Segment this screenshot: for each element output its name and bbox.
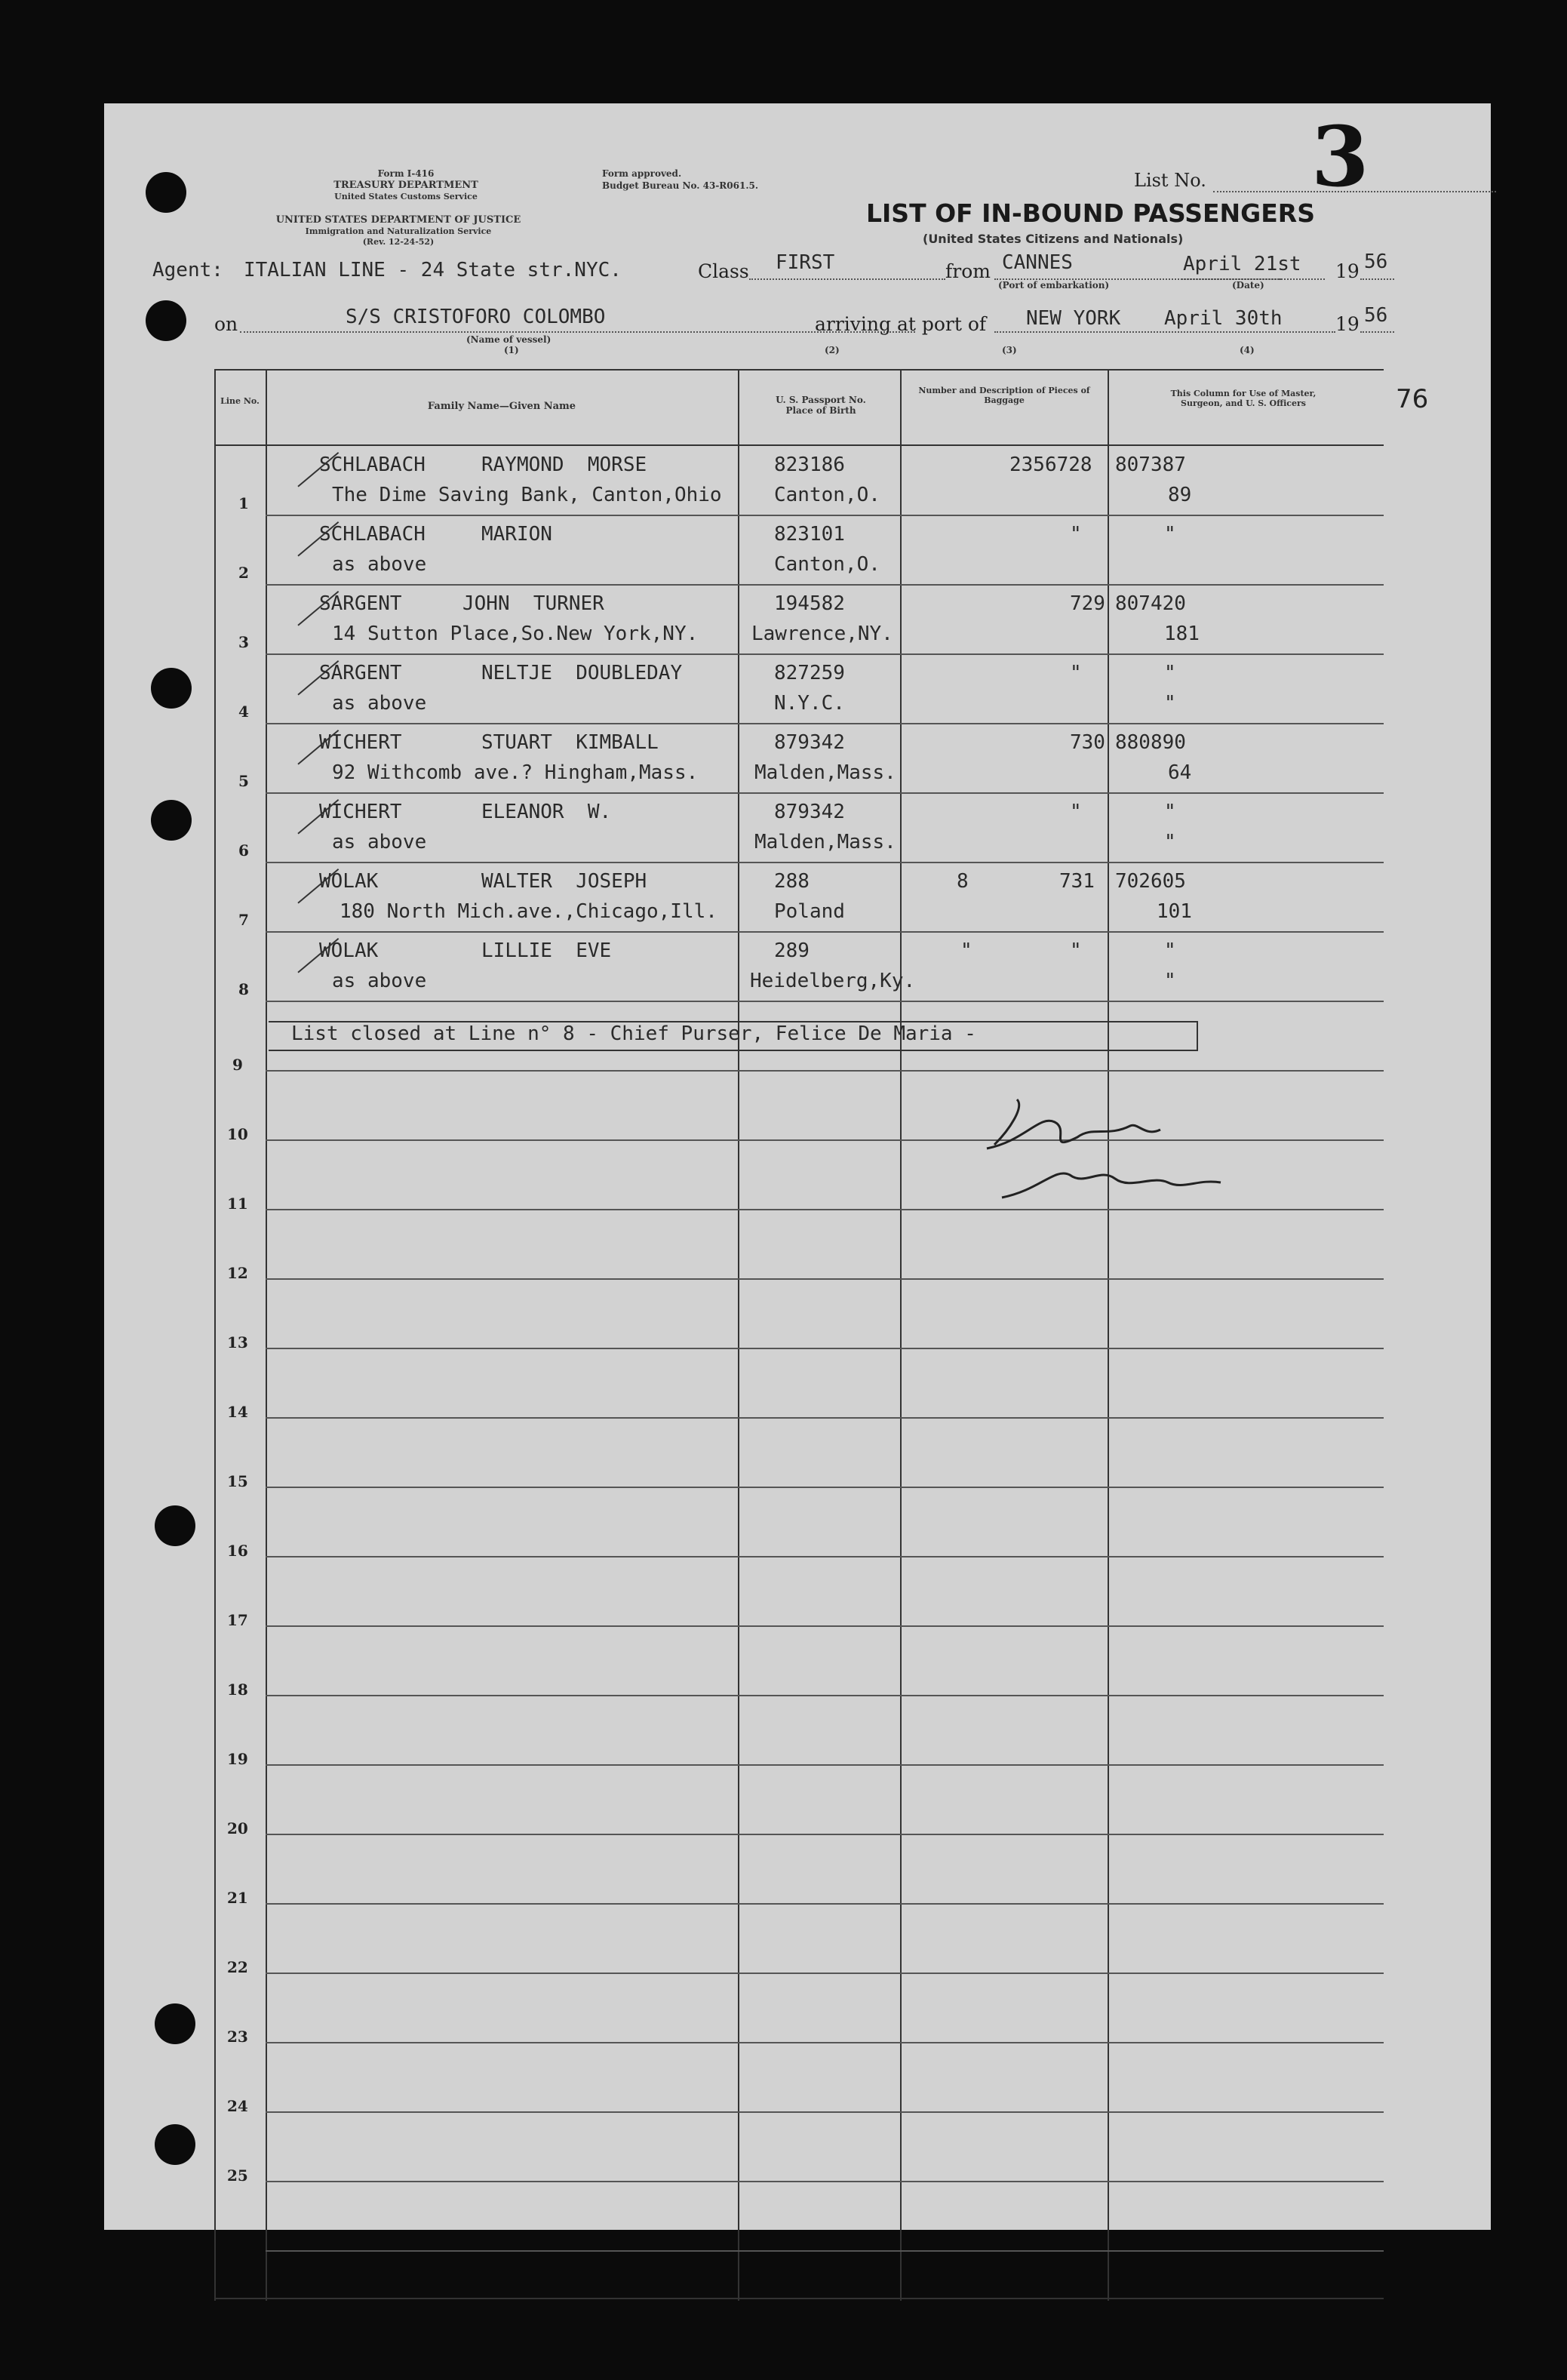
line-number: 23	[227, 2028, 248, 2046]
officer-code: "	[1164, 970, 1176, 992]
closing-note: List closed at Line n° 8 - Chief Purser, Felice De Maria -	[291, 1022, 976, 1045]
treasury-heading: TREASURY DEPARTMENT	[333, 180, 478, 191]
class-value: FIRST	[776, 251, 835, 274]
depart-year-prefix: 19	[1335, 260, 1360, 282]
caption-3: (3)	[1002, 345, 1017, 355]
place-of-birth: Poland	[774, 900, 845, 923]
officer-code: "	[1164, 831, 1176, 853]
arriving-label: arriving at port of	[815, 313, 987, 335]
caption-2: (2)	[825, 345, 840, 355]
passport-number: 879342	[774, 731, 845, 754]
line-number: 22	[227, 1958, 248, 1976]
passport-number: 288	[774, 870, 810, 893]
ins-heading: Immigration and Naturalization Service	[305, 226, 492, 236]
family-name: WOLAK	[319, 939, 379, 962]
place-of-birth: Heidelberg,Ky.	[750, 970, 916, 992]
punch-hole	[155, 2003, 195, 2044]
passport-number: 879342	[774, 801, 845, 823]
form-approved: Form approved.	[602, 168, 682, 179]
address: as above	[332, 831, 427, 853]
date-caption: (Date)	[1232, 280, 1264, 291]
passport-number: 194582	[774, 592, 845, 615]
officer-number: "	[1164, 523, 1176, 546]
arrival-port: NEW YORK	[1026, 307, 1121, 330]
line-number: 13	[227, 1333, 248, 1351]
address: as above	[332, 553, 427, 576]
depart-date: April 21st	[1183, 253, 1301, 275]
col-passport-header: U. S. Passport No. Place of Birth	[776, 395, 866, 416]
officer-number: 807420	[1115, 592, 1186, 615]
col-line-header: Line No.	[220, 396, 260, 406]
family-name: SARGENT	[319, 662, 402, 684]
manifest-page	[104, 103, 1491, 2230]
baggage-number: 2356728	[1009, 454, 1092, 476]
line-number: 19	[227, 1750, 248, 1768]
officer-number: 702605	[1115, 870, 1186, 893]
given-name: RAYMOND MORSE	[481, 454, 647, 476]
address: 180 North Mich.ave.,Chicago,Ill.	[340, 900, 717, 923]
punch-hole	[151, 800, 192, 841]
officer-number: 807387	[1115, 454, 1186, 476]
form-number: Form I-416	[377, 168, 435, 179]
budget-bureau: Budget Bureau No. 43-R061.5.	[602, 180, 759, 191]
family-name: SCHLABACH	[319, 523, 426, 546]
baggage-pieces: "	[960, 939, 972, 962]
address: 14 Sutton Place,So.New York,NY.	[332, 623, 699, 645]
place-of-birth: Malden,Mass.	[754, 761, 896, 784]
punch-hole	[146, 300, 186, 341]
list-no-label: List No.	[1134, 170, 1206, 191]
given-name: ELEANOR W.	[481, 801, 612, 823]
line-number: 14	[227, 1403, 248, 1421]
line-number: 24	[227, 2097, 248, 2115]
arrival-year-prefix: 19	[1335, 313, 1360, 335]
col-baggage-header: Number and Description of Pieces of Baggage	[918, 386, 1090, 405]
passport-number: 823186	[774, 454, 845, 476]
depart-year: 56	[1364, 251, 1388, 273]
col-officers-header: This Column for Use of Master, Surgeon, and U. S. Officers	[1170, 389, 1317, 408]
family-name: WICHERT	[319, 801, 402, 823]
line-number: 9	[232, 1056, 243, 1074]
caption-1: (1)	[504, 345, 519, 355]
caption-4: (4)	[1240, 345, 1255, 355]
customs-heading: United States Customs Service	[334, 192, 478, 201]
justice-heading: UNITED STATES DEPARTMENT OF JUSTICE	[275, 214, 521, 226]
arrival-year: 56	[1364, 304, 1388, 327]
given-name: JOHN TURNER	[462, 592, 604, 615]
agent-label: Agent:	[152, 259, 223, 281]
class-label: Class	[698, 260, 749, 282]
punch-hole	[146, 172, 186, 213]
punch-hole	[155, 1505, 195, 1546]
punch-hole	[155, 2124, 195, 2165]
line-number: 3	[238, 633, 249, 651]
place-of-birth: Canton,O.	[774, 553, 880, 576]
line-number: 10	[227, 1125, 248, 1143]
baggage-number: 730	[1070, 731, 1105, 754]
line-number: 5	[238, 772, 249, 790]
given-name: NELTJE DOUBLEDAY	[481, 662, 683, 684]
revision: (Rev. 12-24-52)	[362, 237, 435, 247]
line-number: 17	[227, 1611, 248, 1629]
officer-code: "	[1164, 692, 1176, 715]
list-number: 3	[1311, 108, 1369, 205]
officer-number: "	[1164, 939, 1176, 962]
baggage-number: "	[1070, 801, 1082, 823]
given-name: WALTER JOSEPH	[481, 870, 647, 893]
from-label: from	[945, 260, 991, 282]
line-number: 12	[227, 1264, 248, 1282]
passport-number: 823101	[774, 523, 845, 546]
punch-hole	[151, 668, 192, 709]
given-name: LILLIE EVE	[481, 939, 612, 962]
baggage-number: 731	[1059, 870, 1095, 893]
place-of-birth: Canton,O.	[774, 484, 880, 506]
handwritten-signature	[979, 1084, 1228, 1205]
line-number: 6	[238, 841, 249, 859]
baggage-number: 729	[1070, 592, 1105, 615]
line-number: 1	[238, 494, 249, 512]
line-number: 15	[227, 1472, 248, 1490]
line-number: 2	[238, 564, 249, 582]
line-number: 16	[227, 1542, 248, 1560]
line-number: 4	[238, 703, 249, 721]
given-name: STUART KIMBALL	[481, 731, 659, 754]
address: as above	[332, 970, 427, 992]
baggage-number: "	[1070, 662, 1082, 684]
col-name-header: Family Name—Given Name	[427, 401, 576, 412]
on-label: on	[214, 313, 238, 335]
arrival-date: April 30th	[1164, 307, 1283, 330]
family-name: SCHLABACH	[319, 454, 426, 476]
officer-number: "	[1164, 662, 1176, 684]
vessel-caption: (Name of vessel)	[466, 334, 552, 345]
baggage-number: "	[1070, 523, 1082, 546]
officer-code: 64	[1168, 761, 1192, 784]
address: 92 Withcomb ave.? Hingham,Mass.	[332, 761, 699, 784]
line-number: 21	[227, 1889, 248, 1907]
officer-number: "	[1164, 801, 1176, 823]
family-name: WOLAK	[319, 870, 379, 893]
baggage-pieces: 8	[957, 870, 969, 893]
family-name: WICHERT	[319, 731, 402, 754]
agent-value: ITALIAN LINE - 24 State str.NYC.	[244, 259, 622, 281]
line-number: 25	[227, 2166, 248, 2185]
baggage-number: "	[1070, 939, 1082, 962]
passport-number: 289	[774, 939, 810, 962]
page-number: 76	[1396, 384, 1429, 414]
vessel-name: S/S CRISTOFORO COLOMBO	[346, 306, 606, 328]
address: The Dime Saving Bank, Canton,Ohio	[332, 484, 722, 506]
document-title: LIST OF IN-BOUND PASSENGERS	[866, 198, 1315, 228]
place-of-birth: Lawrence,NY.	[751, 623, 893, 645]
family-name: SARGENT	[319, 592, 402, 615]
port-caption: (Port of embarkation)	[998, 280, 1110, 291]
officer-code: 89	[1168, 484, 1192, 506]
line-number: 7	[238, 911, 249, 929]
line-number: 20	[227, 1819, 248, 1837]
place-of-birth: Malden,Mass.	[754, 831, 896, 853]
officer-code: 181	[1164, 623, 1200, 645]
line-number: 8	[238, 980, 249, 998]
address: as above	[332, 692, 427, 715]
passport-number: 827259	[774, 662, 845, 684]
line-number: 11	[227, 1195, 248, 1213]
officer-code: 101	[1157, 900, 1192, 923]
from-value: CANNES	[1002, 251, 1073, 274]
line-number: 18	[227, 1680, 248, 1699]
given-name: MARION	[481, 523, 552, 546]
officer-number: 880890	[1115, 731, 1186, 754]
place-of-birth: N.Y.C.	[774, 692, 845, 715]
document-subtitle: (United States Citizens and Nationals)	[923, 232, 1184, 246]
